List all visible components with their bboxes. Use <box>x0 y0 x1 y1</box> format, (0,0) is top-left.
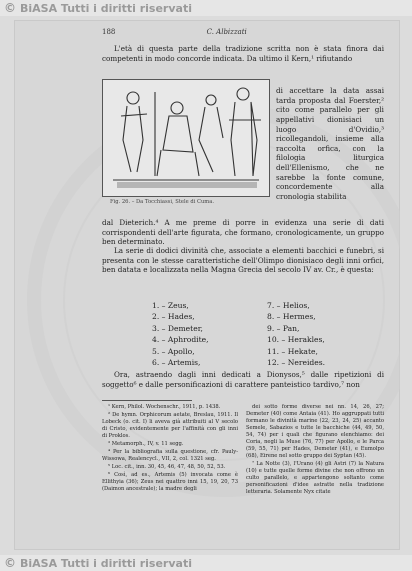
list-item: 1. – Zeus, <box>152 301 189 310</box>
copyright-icon: © <box>4 1 16 15</box>
footnote: dei sotto forme diverse nei nn. 14, 26, 27; Demeter (40) come Antaia (41). Ho aggruppati tutti formano le divinità marine (22, 23, 24, 25) accanto Semele, Sabazios e tutte le bacchiche (44, 49, 50, 54, 74) per i quali che figurano elenchiamo: dei Coria, negli la Muse (76, 77) per Apollo, e le Parca (59, 55, 71) per Hades, Demeter (41), e Eumolpo (68), Eirene nel sotto gruppo dei Syptan (45). <box>246 404 384 459</box>
banner-text: BiASA Tutti i diritti riservati <box>20 556 192 570</box>
list-item: 3. – Demeter, <box>152 323 203 333</box>
scanned-page <box>14 20 400 550</box>
list-item: 8. – Hermes, <box>267 312 316 322</box>
footnote: ⁶ Così, ad es., Artemis (5) invocata come è Ellithyia (36); Zeus nei quattro inni 15, 19, 20, 73 (Daimon ancestrale); la madre degli <box>102 472 238 492</box>
paragraph-2: La serie di dodici divinità che, associate a elementi bacchici e funebri, si presenta con le stesse caratteristiche dell'Olimpo dionisiaco degli inni orfici, ben datata e localizzata nella Magna Grecia del secolo IV av. Cr., è questa: <box>102 246 384 275</box>
list-item: 6. – Artemis, <box>152 357 201 367</box>
footnote: ³ Metamorph., IV, v. 11 segg. <box>108 441 184 447</box>
paragraph-3: Ora, astraendo dagli inni dedicati a Dionysos,⁵ dalle ripetizioni di soggetto⁶ e dalle personificazioni di carattere panteistico tardivo,⁷ non <box>102 370 384 389</box>
text-beside-figure: di accettare la data assai tarda proposta dal Foerster,² cito come parallelo per gli appellativi dionisiaci un luogo d'Ovidio,³ ricollegandoli, insieme alla raccolta orfica, con la filologia liturgica dell'Ellenismo, che ne sarebbe la fonte comune, concordemente alla cronologia stabilita <box>276 86 384 201</box>
page-number: 188 <box>102 28 116 36</box>
footnote: ⁴ Per la bibliografia sulla questione, cfr. Pauly-Wissowa, Realencycl., VII, 2, col. 1321 seg. <box>102 449 238 462</box>
list-item: 7. – Helios, <box>267 301 310 310</box>
list-item: 12. – Nereides. <box>267 357 326 367</box>
footnote: ⁵ Loc. cit., inn. 30, 45, 46, 47, 48, 50, 52, 53. <box>108 464 226 470</box>
stele-relief-illustration <box>103 80 269 196</box>
list-item: 10. – Herakles, <box>267 335 325 345</box>
top-copyright-banner <box>0 0 412 16</box>
footnote: ¹ Kern, Philol. Wochenschr., 1911, p. 1438. <box>108 404 221 410</box>
bottom-copyright-banner <box>0 555 412 571</box>
footnote-divider <box>102 400 192 401</box>
figure-stele <box>102 79 270 197</box>
paragraph-1: L'età di questa parte della tradizione scritta non è stata finora dai competenti in modo concorde indicata. Da ultimo il Kern,¹ rifiutando <box>102 44 384 63</box>
text-after-figure: dal Dieterich.⁴ A me preme di porre in evidenza una serie di dati corrispondenti dell'arte figurata, che formano, cronologicamente, un gruppo ben determinato. <box>102 218 384 247</box>
list-item: 4. – Aphrodite, <box>152 335 209 345</box>
footnotes-right-column <box>246 404 384 497</box>
banner-text: BiASA Tutti i diritti riservati <box>20 1 192 15</box>
figure-caption: Fig. 26. – Da Tocchiassi, Stele di Cuma. <box>110 199 214 205</box>
footnote: ² De hymn. Orphicorum aetate, Breslau, 1911. Il Lobeck (o. cit. I) li aveva già attribuiti al V secolo di Cristo, evidentemente per l'affinità con gli inni di Proklos. <box>102 412 238 439</box>
gods-list <box>152 301 382 367</box>
list-item: 2. – Hades, <box>152 312 195 322</box>
list-item: 11. – Hekate, <box>267 346 318 356</box>
list-item: 9. – Pan, <box>267 323 300 333</box>
footnote: ⁷ La Notte (3), l'Urano (4) gli Astri (7) la Natura (10) e tutte quelle forme divine che non offrono un culto parallelo, e appartengono soltanto come personificazioni d'idee astratte nella tradizione letteraria. Solamente Nyx citate <box>246 461 384 495</box>
running-author: C. Albizzati <box>206 28 247 36</box>
list-item: 5. – Apollo, <box>152 346 195 356</box>
copyright-icon: © <box>4 556 16 570</box>
running-header <box>102 28 378 36</box>
footnotes-left-column <box>102 404 238 494</box>
